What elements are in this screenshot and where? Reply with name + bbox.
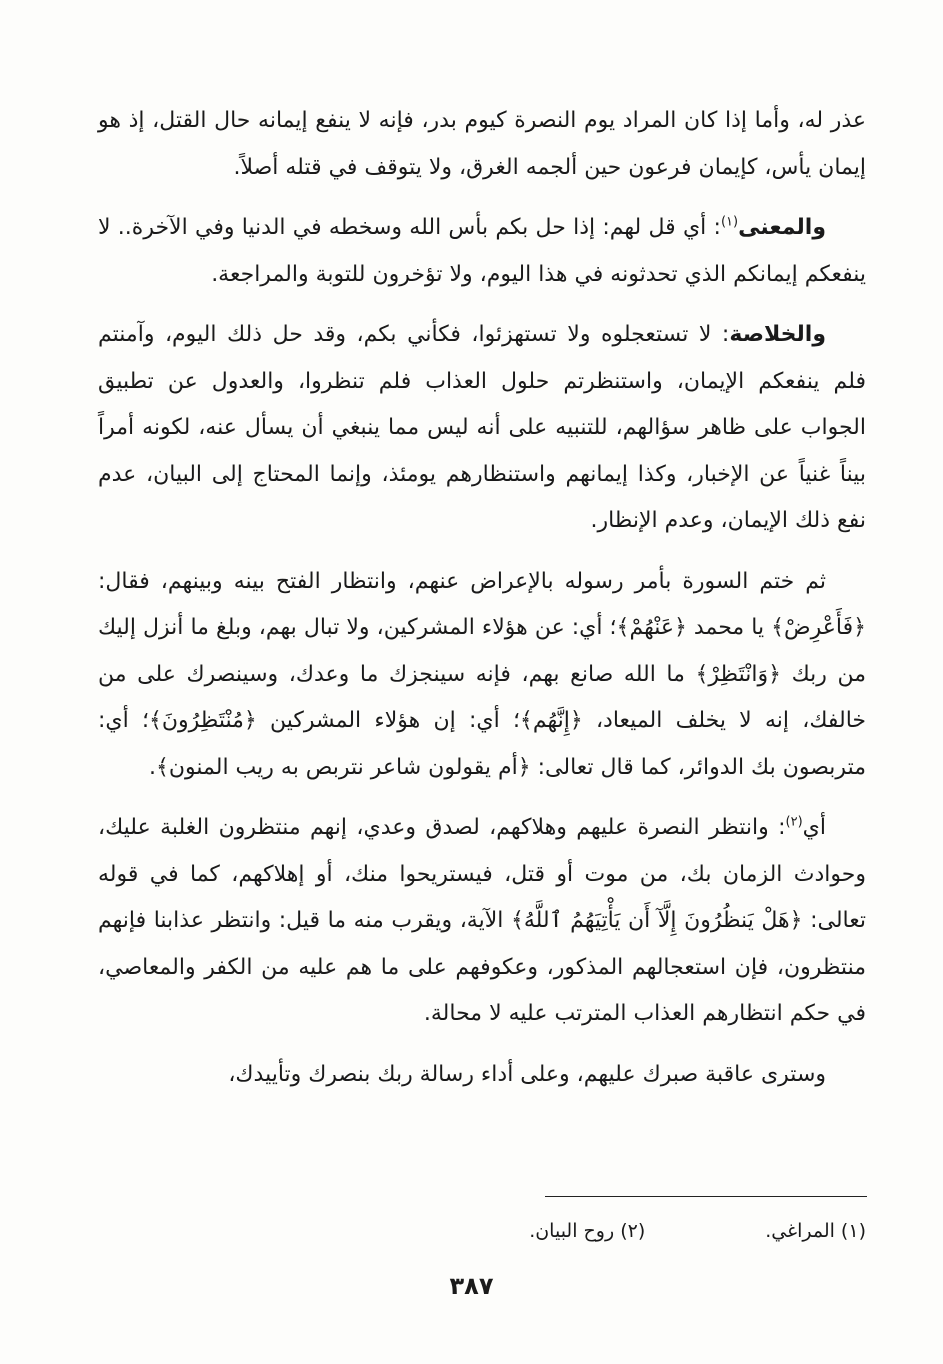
paragraph-6	[98, 1052, 866, 1099]
paragraph-2	[98, 205, 866, 298]
main-text	[98, 98, 866, 1112]
footnote-1: (١) المراغي.	[765, 1220, 866, 1242]
paragraph-lead: أي	[802, 815, 826, 840]
footnote-divider	[545, 1196, 867, 1197]
paragraph-lead: والمعنى	[738, 215, 826, 240]
paragraph-text: عذر له، وأما إذا كان المراد يوم النصرة كيوم بدر، فإنه لا ينفع إيمانه حال القتل، إذ هو إيمان يأس، كإيمان فرعون حين ألجمه الغرق، ولا يتوقف في قتله أصلاً.	[98, 108, 866, 180]
paragraph-text: وسترى عاقبة صبرك عليهم، وعلى أداء رسالة ربك بنصرك وتأييدك،	[228, 1061, 826, 1087]
footnote-ref: (٢)	[785, 814, 803, 830]
paragraph-4	[98, 559, 866, 792]
paragraph-3	[98, 312, 866, 545]
page-number: ٣٨٧	[449, 1272, 494, 1300]
footnote-ref: (١)	[720, 214, 739, 230]
paragraph-text: : لا تستعجلوه ولا تستهزئوا، فكأني بكم، وقد حل ذلك اليوم، وآمنتم فلم ينفعكم الإيمان، واستنظرتم حلول العذاب فلم تنظروا، والعدول عن تطبيق الجواب على ظاهر سؤالهم، للتنبيه على أنه ليس مما ينبغي أن يسأل عنه، لكونه أمراً بيناً غنياً عن الإخبار، وكذا إيمانهم واستنظارهم يومئذ، وإنما المحتاج إلى البيان، عدم نفع ذلك الإيمان، وعدم الإنظار.	[98, 322, 866, 533]
footnote-2: (٢) روح البيان.	[529, 1220, 646, 1242]
footnotes	[98, 1216, 866, 1246]
paragraph-5	[98, 805, 866, 1038]
paragraph-text: : أي قل لهم: إذا حل بكم بأس الله وسخطه في الدنيا وفي الآخرة.. لا ينفعكم إيمانكم الذي تحدثونه في هذا اليوم، ولا تؤخرون للتوبة والمراجعة.	[98, 215, 866, 287]
paragraph-text: : وانتظر النصرة عليهم وهلاكهم، لصدق وعدي، إنهم منتظرون الغلبة عليك، وحوادث الزمان بك، من موت أو قتل، فيستريحوا منك، أو إهلاكهم، كما في قوله تعالى: ﴿هَلْ يَنظُرُونَ إِلَّآ أَن يَأْتِيَهُمُ ٱللَّهُ﴾ الآية، ويقرب منه ما قيل: وانتظر عذابنا فإنهم منتظرون، فإن استعجالهم المذكور، وعكوفهم على ما هم عليه من الكفر والمعاصي، في حكم انتظارهم العذاب المترتب عليه لا محالة.	[98, 815, 866, 1026]
paragraph-1	[98, 98, 866, 191]
paragraph-lead: والخلاصة	[729, 322, 826, 347]
paragraph-text: ثم ختم السورة بأمر رسوله بالإعراض عنهم، وانتظار الفتح بينه وبينهم، فقال: ﴿فَأَعْرِضْ﴾ يا محمد ﴿عَنْهُمْ﴾؛ أي: عن هؤلاء المشركين، ولا تبال بهم، وبلغ ما أنزل إليك من ربك ﴿وَانْتَظِرْ﴾ ما الله صانع بهم، فإنه سينجزك ما وعدك، وسينصرك على من خالفك، إنه لا يخلف الميعاد، ﴿إِنَّهُم﴾؛ أي: إن هؤلاء المشركين ﴿مُنْتَظِرُونَ﴾؛ أي: متربصون بك الدوائر، كما قال تعالى: ﴿أم يقولون شاعر نتربص به ريب المنون﴾.	[98, 568, 866, 780]
